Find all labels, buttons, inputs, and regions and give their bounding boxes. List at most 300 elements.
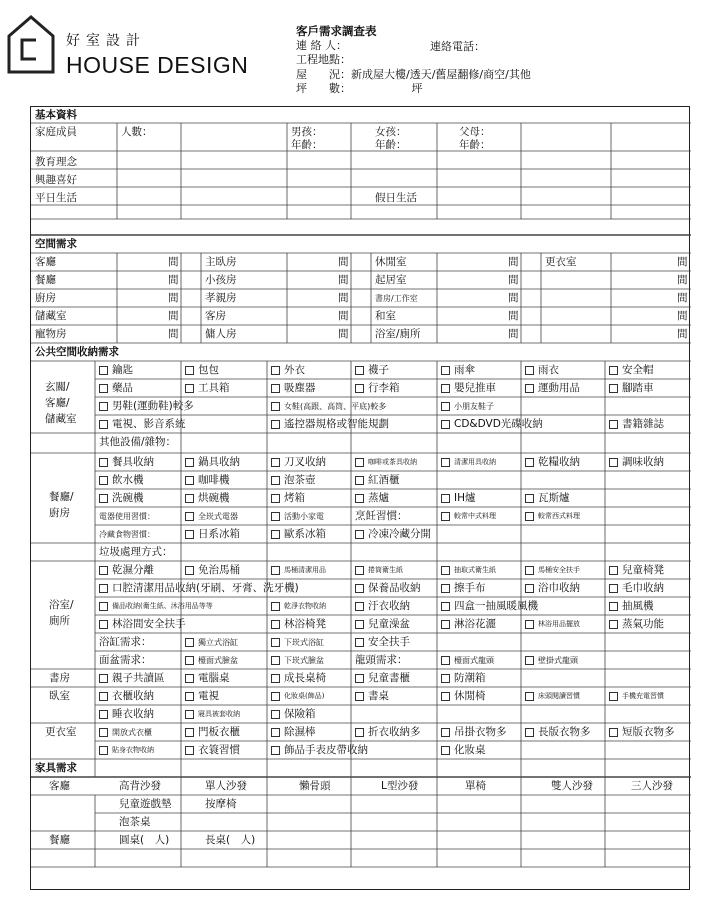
checklist-item[interactable] bbox=[99, 510, 155, 523]
checklist-label: 寢具被套收納 bbox=[198, 710, 240, 718]
checklist-item[interactable] bbox=[271, 418, 389, 431]
checklist-item[interactable] bbox=[271, 600, 326, 613]
checklist-item[interactable] bbox=[355, 636, 410, 649]
checklist-item[interactable] bbox=[99, 364, 133, 377]
checkbox-icon[interactable] bbox=[355, 638, 364, 647]
checklist-label: 林浴椅凳 bbox=[284, 618, 326, 630]
checklist-item[interactable] bbox=[441, 564, 496, 577]
checkbox-icon[interactable] bbox=[441, 620, 450, 629]
checkbox-icon[interactable] bbox=[271, 476, 280, 485]
checklist-label: 備品收納(衛生紙、沐浴用品等等 bbox=[112, 602, 213, 610]
furniture-item: 三人沙發 bbox=[631, 780, 673, 792]
checklist-item[interactable] bbox=[185, 492, 230, 505]
checklist-item[interactable] bbox=[355, 364, 389, 377]
checklist-item[interactable] bbox=[355, 618, 410, 631]
space-item: 更衣室 bbox=[545, 256, 577, 268]
checklist-item[interactable] bbox=[99, 418, 186, 431]
unit-label: 間 bbox=[338, 292, 349, 304]
checklist-label: 雨衣 bbox=[538, 364, 559, 376]
checklist-label: 成長桌椅 bbox=[284, 672, 326, 684]
checkbox-icon[interactable] bbox=[355, 530, 364, 539]
checkbox-icon[interactable] bbox=[609, 620, 618, 629]
checkbox-icon[interactable] bbox=[609, 384, 618, 393]
checkbox-icon[interactable] bbox=[441, 402, 450, 411]
checkbox-icon[interactable] bbox=[271, 420, 280, 429]
checklist-label: 毛巾收納 bbox=[622, 582, 664, 594]
checkbox-icon[interactable] bbox=[99, 458, 108, 467]
checklist-item[interactable] bbox=[441, 600, 538, 613]
checklist-item[interactable] bbox=[271, 528, 326, 541]
unit-label: 間 bbox=[677, 274, 688, 286]
checklist-label: 下崁式臉盆 bbox=[284, 656, 324, 665]
checklist-item[interactable] bbox=[271, 474, 316, 487]
checklist-item[interactable] bbox=[99, 456, 154, 469]
checklist-item[interactable] bbox=[185, 364, 219, 377]
checklist-item[interactable] bbox=[441, 672, 486, 685]
checkbox-icon[interactable] bbox=[99, 746, 108, 755]
checkbox-icon[interactable] bbox=[441, 366, 450, 375]
checkbox-icon[interactable] bbox=[99, 710, 108, 719]
checklist-label: 行李箱 bbox=[368, 382, 400, 394]
checkbox-icon[interactable] bbox=[99, 692, 108, 701]
checklist-item[interactable] bbox=[441, 744, 486, 757]
checklist-item[interactable] bbox=[99, 400, 194, 413]
checklist-item[interactable] bbox=[441, 364, 475, 377]
checkbox-icon[interactable] bbox=[609, 602, 618, 611]
checkbox-icon[interactable] bbox=[185, 656, 194, 665]
checklist-label: 化妝桌(飾品) bbox=[284, 692, 325, 700]
checklist-item[interactable] bbox=[609, 456, 664, 469]
space-item: 寵物房 bbox=[35, 328, 67, 340]
checklist-label: 安全扶手 bbox=[368, 636, 410, 648]
checkbox-icon[interactable] bbox=[525, 584, 534, 593]
checkbox-icon[interactable] bbox=[99, 384, 108, 393]
checklist-label: 雨傘 bbox=[454, 364, 475, 376]
checkbox-icon[interactable] bbox=[185, 566, 194, 575]
checklist-item[interactable] bbox=[609, 364, 654, 377]
checkbox-icon[interactable] bbox=[609, 584, 618, 593]
checklist-item[interactable] bbox=[185, 564, 240, 577]
checklist-item[interactable] bbox=[185, 456, 240, 469]
checkbox-icon[interactable] bbox=[271, 366, 280, 375]
checklist-label: 馬桶清潔用品 bbox=[284, 566, 326, 574]
checkbox-icon[interactable] bbox=[525, 512, 534, 521]
checklist-item[interactable] bbox=[355, 528, 431, 541]
checklist-item[interactable] bbox=[355, 564, 403, 577]
parents-age-label: 年齡： bbox=[459, 139, 491, 151]
checkbox-icon[interactable] bbox=[271, 566, 280, 575]
checklist-item[interactable] bbox=[185, 654, 238, 667]
checkbox-icon[interactable] bbox=[525, 656, 534, 665]
checklist-item[interactable] bbox=[99, 382, 133, 395]
checkbox-icon[interactable] bbox=[271, 692, 280, 701]
boy-label: 男孩： bbox=[291, 126, 323, 138]
unit-label: 間 bbox=[168, 274, 179, 286]
checklist-item[interactable] bbox=[441, 654, 494, 667]
checkbox-icon[interactable] bbox=[441, 420, 450, 429]
checkbox-icon[interactable] bbox=[525, 366, 534, 375]
checklist-label: 兒童書櫃 bbox=[368, 672, 410, 684]
checklist-item[interactable] bbox=[271, 618, 326, 631]
checklist-label: 親子共讀區 bbox=[112, 672, 165, 684]
checkbox-icon[interactable] bbox=[525, 620, 534, 629]
checkbox-icon[interactable] bbox=[355, 366, 364, 375]
checkbox-icon[interactable] bbox=[185, 458, 194, 467]
checklist-item[interactable] bbox=[441, 618, 496, 631]
checklist-label: 書桌 bbox=[368, 690, 389, 702]
address-label: 工程地點： bbox=[296, 53, 351, 66]
checklist-item[interactable] bbox=[99, 654, 152, 667]
checkbox-icon[interactable] bbox=[609, 366, 618, 375]
checklist-item[interactable] bbox=[525, 382, 580, 395]
checklist-label: 洗碗機 bbox=[112, 492, 144, 504]
checklist-label: 吸塵器 bbox=[284, 382, 316, 394]
checkbox-icon[interactable] bbox=[185, 366, 194, 375]
checkbox-icon[interactable] bbox=[441, 674, 450, 683]
checkbox-icon[interactable] bbox=[99, 366, 108, 375]
checklist-item[interactable] bbox=[271, 364, 305, 377]
space-item: 浴室/廁所 bbox=[375, 328, 421, 340]
checklist-label: 遙控器規格或智能規劃 bbox=[284, 418, 389, 430]
checkbox-icon[interactable] bbox=[185, 512, 194, 521]
unit-label: 間 bbox=[508, 310, 519, 322]
checklist-label: 乾糧收納 bbox=[538, 456, 580, 468]
checkbox-icon[interactable] bbox=[185, 710, 194, 719]
checklist-item[interactable] bbox=[185, 708, 240, 721]
checklist-item[interactable] bbox=[525, 492, 570, 505]
checklist-label: 林浴間安全扶手 bbox=[112, 618, 186, 630]
checklist-label: 抽風機 bbox=[622, 600, 654, 612]
checklist-item[interactable] bbox=[525, 690, 580, 703]
checklist-label: 電視、影音系統 bbox=[112, 418, 186, 430]
unit-label: 間 bbox=[677, 310, 688, 322]
checklist-label: 除濕棒 bbox=[284, 726, 316, 738]
checklist-item[interactable] bbox=[355, 492, 389, 505]
checkbox-icon[interactable] bbox=[441, 458, 450, 467]
unit-label: 間 bbox=[168, 256, 179, 268]
form-header bbox=[296, 24, 531, 97]
checkbox-icon[interactable] bbox=[271, 674, 280, 683]
checklist-item[interactable] bbox=[525, 726, 591, 739]
checklist-label: 蒸氣功能 bbox=[622, 618, 664, 630]
checklist-label: 烤箱 bbox=[284, 492, 305, 504]
checkbox-icon[interactable] bbox=[99, 602, 108, 611]
checklist-item[interactable] bbox=[185, 382, 230, 395]
checklist-item[interactable] bbox=[271, 726, 316, 739]
checklist-item[interactable] bbox=[355, 600, 410, 613]
checklist-item[interactable] bbox=[99, 582, 299, 595]
checkbox-icon[interactable] bbox=[441, 602, 450, 611]
bath-group-label: 浴室/ bbox=[49, 599, 74, 611]
checklist-item[interactable] bbox=[441, 510, 496, 523]
checklist-label: 龍頭需求： bbox=[355, 654, 408, 666]
checkbox-icon[interactable] bbox=[271, 530, 280, 539]
status-label: 屋 況：新成屋大樓/透天/舊屋翻修/商空/其他 bbox=[296, 67, 531, 81]
checkbox-icon[interactable] bbox=[525, 384, 534, 393]
checkbox-icon[interactable] bbox=[271, 710, 280, 719]
checklist-item[interactable] bbox=[355, 382, 400, 395]
checklist-label: 電器使用習慣： bbox=[99, 512, 155, 521]
checklist-item[interactable] bbox=[609, 582, 664, 595]
entry-group-label: 儲藏室 bbox=[45, 413, 77, 425]
checklist-label: 長版衣物多 bbox=[538, 726, 591, 738]
checklist-label: 男鞋(運動鞋)較多 bbox=[112, 400, 194, 412]
section-basic-title: 基本資料 bbox=[35, 109, 77, 121]
checklist-label: 較常西式料理 bbox=[538, 512, 580, 520]
checkbox-icon[interactable] bbox=[271, 728, 280, 737]
checklist-label: 烘碗機 bbox=[198, 492, 230, 504]
checklist-label: 獨立式浴缸 bbox=[198, 638, 238, 647]
checkbox-icon[interactable] bbox=[99, 402, 108, 411]
checkbox-icon[interactable] bbox=[271, 746, 280, 755]
checkbox-icon[interactable] bbox=[525, 494, 534, 503]
checklist-item[interactable] bbox=[355, 456, 417, 469]
checklist-item[interactable] bbox=[441, 456, 496, 469]
checklist-label: 面盆需求： bbox=[99, 654, 152, 666]
hobby-label: 興趣喜好 bbox=[35, 174, 77, 186]
checklist-item[interactable] bbox=[609, 600, 654, 613]
checklist-item[interactable] bbox=[271, 492, 305, 505]
checklist-item[interactable] bbox=[355, 582, 421, 595]
checklist-label: 冷藏食物習慣： bbox=[99, 530, 155, 539]
checklist-item[interactable] bbox=[271, 690, 324, 703]
checklist-item[interactable] bbox=[441, 382, 496, 395]
checkbox-icon[interactable] bbox=[609, 420, 618, 429]
checklist-item[interactable] bbox=[271, 510, 324, 523]
checklist-item[interactable] bbox=[99, 618, 186, 631]
checklist-label: IH爐 bbox=[454, 492, 476, 504]
checkbox-icon[interactable] bbox=[355, 602, 364, 611]
girl-age-label: 年齡： bbox=[375, 139, 407, 151]
checklist-label: CD&DVD光碟收納 bbox=[454, 418, 543, 430]
girl-label: 女孩： bbox=[375, 126, 407, 138]
checkbox-icon[interactable] bbox=[185, 530, 194, 539]
checkbox-icon[interactable] bbox=[99, 674, 108, 683]
checklist-item[interactable] bbox=[271, 672, 326, 685]
parents-label: 父母： bbox=[459, 126, 491, 138]
checklist-item[interactable] bbox=[525, 564, 580, 577]
dining-label: 餐廳 bbox=[49, 834, 70, 846]
checklist-label: 衣簑習慣 bbox=[198, 744, 240, 756]
checkbox-icon[interactable] bbox=[185, 728, 194, 737]
checklist-item[interactable] bbox=[355, 510, 408, 523]
checklist-label: 下崁式浴缸 bbox=[284, 638, 324, 647]
checkbox-icon[interactable] bbox=[185, 494, 194, 503]
checklist-item[interactable] bbox=[99, 474, 144, 487]
space-item: 孝親房 bbox=[205, 292, 237, 304]
checkbox-icon[interactable] bbox=[355, 620, 364, 629]
page-title: 客戶需求調查表 bbox=[296, 24, 377, 38]
checklist-item[interactable] bbox=[271, 636, 324, 649]
checklist-item[interactable] bbox=[185, 672, 230, 685]
checkbox-icon[interactable] bbox=[441, 384, 450, 393]
checkbox-icon[interactable] bbox=[271, 494, 280, 503]
checklist-item[interactable] bbox=[609, 382, 654, 395]
checklist-item[interactable] bbox=[185, 744, 240, 757]
checkbox-icon[interactable] bbox=[355, 674, 364, 683]
checkbox-icon[interactable] bbox=[441, 494, 450, 503]
checkbox-icon[interactable] bbox=[355, 566, 364, 575]
kitchen-group-label: 廚房 bbox=[49, 507, 70, 519]
checklist-label: 安全帽 bbox=[622, 364, 654, 376]
checklist-item[interactable] bbox=[441, 690, 486, 703]
checklist-item[interactable] bbox=[609, 690, 664, 703]
checkbox-icon[interactable] bbox=[185, 746, 194, 755]
checklist-item[interactable] bbox=[99, 726, 152, 739]
checklist-item[interactable] bbox=[355, 726, 421, 739]
checkbox-icon[interactable] bbox=[441, 746, 450, 755]
boy-age-label: 年齡： bbox=[291, 139, 323, 151]
checklist-label: 女鞋(高跟、高筒、平底)較多 bbox=[284, 402, 387, 411]
checklist-item[interactable] bbox=[355, 654, 408, 667]
checklist-item[interactable] bbox=[99, 492, 144, 505]
checklist-label: 馬桶安全扶手 bbox=[538, 566, 580, 574]
checklist-item[interactable] bbox=[99, 564, 154, 577]
checklist-item[interactable] bbox=[185, 726, 240, 739]
checklist-label: 外衣 bbox=[284, 364, 305, 376]
checklist-item[interactable] bbox=[271, 744, 368, 757]
checklist-item[interactable] bbox=[271, 708, 316, 721]
checkbox-icon[interactable] bbox=[185, 674, 194, 683]
unit-label: 間 bbox=[508, 292, 519, 304]
checkbox-icon[interactable] bbox=[271, 620, 280, 629]
checklist-item[interactable] bbox=[271, 456, 326, 469]
furniture-item: 高背沙發 bbox=[119, 780, 161, 792]
furniture-item: L型沙發 bbox=[381, 780, 419, 792]
checklist-item[interactable] bbox=[185, 636, 238, 649]
checklist-item[interactable] bbox=[525, 618, 580, 631]
checklist-item[interactable] bbox=[185, 528, 240, 541]
checkbox-icon[interactable] bbox=[525, 566, 534, 575]
checklist-item[interactable] bbox=[271, 654, 324, 667]
checklist-label: 床頭閱讀習慣 bbox=[538, 692, 580, 700]
checklist-item[interactable] bbox=[355, 672, 410, 685]
checkbox-icon[interactable] bbox=[441, 692, 450, 701]
checklist-item[interactable] bbox=[609, 618, 664, 631]
checkbox-icon[interactable] bbox=[525, 728, 534, 737]
checkbox-icon[interactable] bbox=[99, 620, 108, 629]
checklist-item[interactable] bbox=[525, 582, 580, 595]
unit-label: 間 bbox=[508, 328, 519, 340]
checklist-label: 浴巾收納 bbox=[538, 582, 580, 594]
checklist-item[interactable] bbox=[99, 672, 165, 685]
checklist-item[interactable] bbox=[355, 690, 389, 703]
checklist-item[interactable] bbox=[271, 564, 326, 577]
checkbox-icon[interactable] bbox=[441, 566, 450, 575]
checklist-item[interactable] bbox=[609, 564, 664, 577]
checkbox-icon[interactable] bbox=[355, 494, 364, 503]
unit-label: 間 bbox=[338, 310, 349, 322]
contact-label: 連 絡 人： bbox=[296, 38, 347, 52]
checkbox-icon[interactable] bbox=[271, 512, 280, 521]
checklist-item[interactable] bbox=[441, 582, 486, 595]
checkbox-icon[interactable] bbox=[441, 656, 450, 665]
checkbox-icon[interactable] bbox=[271, 656, 280, 665]
checkbox-icon[interactable] bbox=[271, 384, 280, 393]
checklist-item[interactable] bbox=[99, 636, 152, 649]
checklist-item[interactable] bbox=[525, 364, 559, 377]
checkbox-icon[interactable] bbox=[185, 384, 194, 393]
checklist-label: 電視 bbox=[198, 690, 219, 702]
checkbox-icon[interactable] bbox=[441, 728, 450, 737]
checklist-item[interactable] bbox=[185, 474, 230, 487]
checklist-item[interactable] bbox=[99, 708, 154, 721]
checklist-label: 瓦斯爐 bbox=[538, 492, 570, 504]
unit-label: 間 bbox=[677, 328, 688, 340]
checkbox-icon[interactable] bbox=[185, 692, 194, 701]
checkbox-icon[interactable] bbox=[271, 602, 280, 611]
checkbox-icon[interactable] bbox=[355, 384, 364, 393]
checklist-item[interactable] bbox=[441, 726, 507, 739]
checklist-item[interactable] bbox=[441, 418, 543, 431]
checkbox-icon[interactable] bbox=[271, 638, 280, 647]
checkbox-icon[interactable] bbox=[355, 458, 364, 467]
checkbox-icon[interactable] bbox=[355, 692, 364, 701]
checkbox-icon[interactable] bbox=[99, 566, 108, 575]
checklist-item[interactable] bbox=[185, 510, 238, 523]
checkbox-icon[interactable] bbox=[185, 476, 194, 485]
checkbox-icon[interactable] bbox=[355, 476, 364, 485]
checkbox-icon[interactable] bbox=[525, 458, 534, 467]
checklist-item[interactable] bbox=[525, 510, 580, 523]
checklist-item[interactable] bbox=[185, 690, 219, 703]
checklist-label: 乾濕分離 bbox=[112, 564, 154, 576]
furniture-item: 單椅 bbox=[465, 780, 486, 792]
checkbox-icon[interactable] bbox=[99, 494, 108, 503]
checkbox-icon[interactable] bbox=[271, 458, 280, 467]
checklist-item[interactable] bbox=[525, 654, 578, 667]
checkbox-icon[interactable] bbox=[271, 402, 280, 411]
area-label: 坪 數： 坪 bbox=[296, 82, 423, 95]
checklist-item[interactable] bbox=[99, 600, 213, 613]
checklist-item[interactable] bbox=[525, 456, 580, 469]
checkbox-icon[interactable] bbox=[99, 584, 108, 593]
checkbox-icon[interactable] bbox=[609, 566, 618, 575]
checklist-item[interactable] bbox=[99, 744, 154, 757]
checkbox-icon[interactable] bbox=[99, 476, 108, 485]
checkbox-icon[interactable] bbox=[185, 638, 194, 647]
checklist-item[interactable] bbox=[271, 400, 386, 413]
checklist-label: 書籍雜誌 bbox=[622, 418, 664, 430]
checklist-item[interactable] bbox=[99, 690, 154, 703]
checkbox-icon[interactable] bbox=[609, 728, 618, 737]
checkbox-icon[interactable] bbox=[441, 512, 450, 521]
checklist-label: 擦手布 bbox=[454, 582, 486, 594]
checkbox-icon[interactable] bbox=[99, 420, 108, 429]
checkbox-icon[interactable] bbox=[355, 584, 364, 593]
checkbox-icon[interactable] bbox=[525, 692, 534, 701]
checkbox-icon[interactable] bbox=[609, 458, 618, 467]
checklist-label: 口腔清潔用品收納(牙刷、牙膏、洗牙機) bbox=[112, 582, 299, 594]
unit-label: 間 bbox=[168, 292, 179, 304]
checklist-label: 檯面式臉盆 bbox=[198, 656, 238, 665]
checkbox-icon[interactable] bbox=[441, 584, 450, 593]
checklist-item[interactable] bbox=[99, 528, 155, 541]
checklist-item[interactable] bbox=[271, 382, 316, 395]
checkbox-icon[interactable] bbox=[609, 692, 618, 701]
checklist-item[interactable] bbox=[441, 492, 476, 505]
checklist-item[interactable] bbox=[609, 418, 664, 431]
checklist-item[interactable] bbox=[609, 726, 675, 739]
checklist-item[interactable] bbox=[355, 474, 400, 487]
checklist-item[interactable] bbox=[441, 400, 494, 413]
checkbox-icon[interactable] bbox=[355, 728, 364, 737]
checklist-label: 活動小家電 bbox=[284, 512, 324, 521]
checklist-label: 蒸爐 bbox=[368, 492, 389, 504]
checklist-label: 手機充電習慣 bbox=[622, 692, 664, 700]
checkbox-icon[interactable] bbox=[99, 728, 108, 737]
space-item: 主臥房 bbox=[205, 256, 237, 268]
